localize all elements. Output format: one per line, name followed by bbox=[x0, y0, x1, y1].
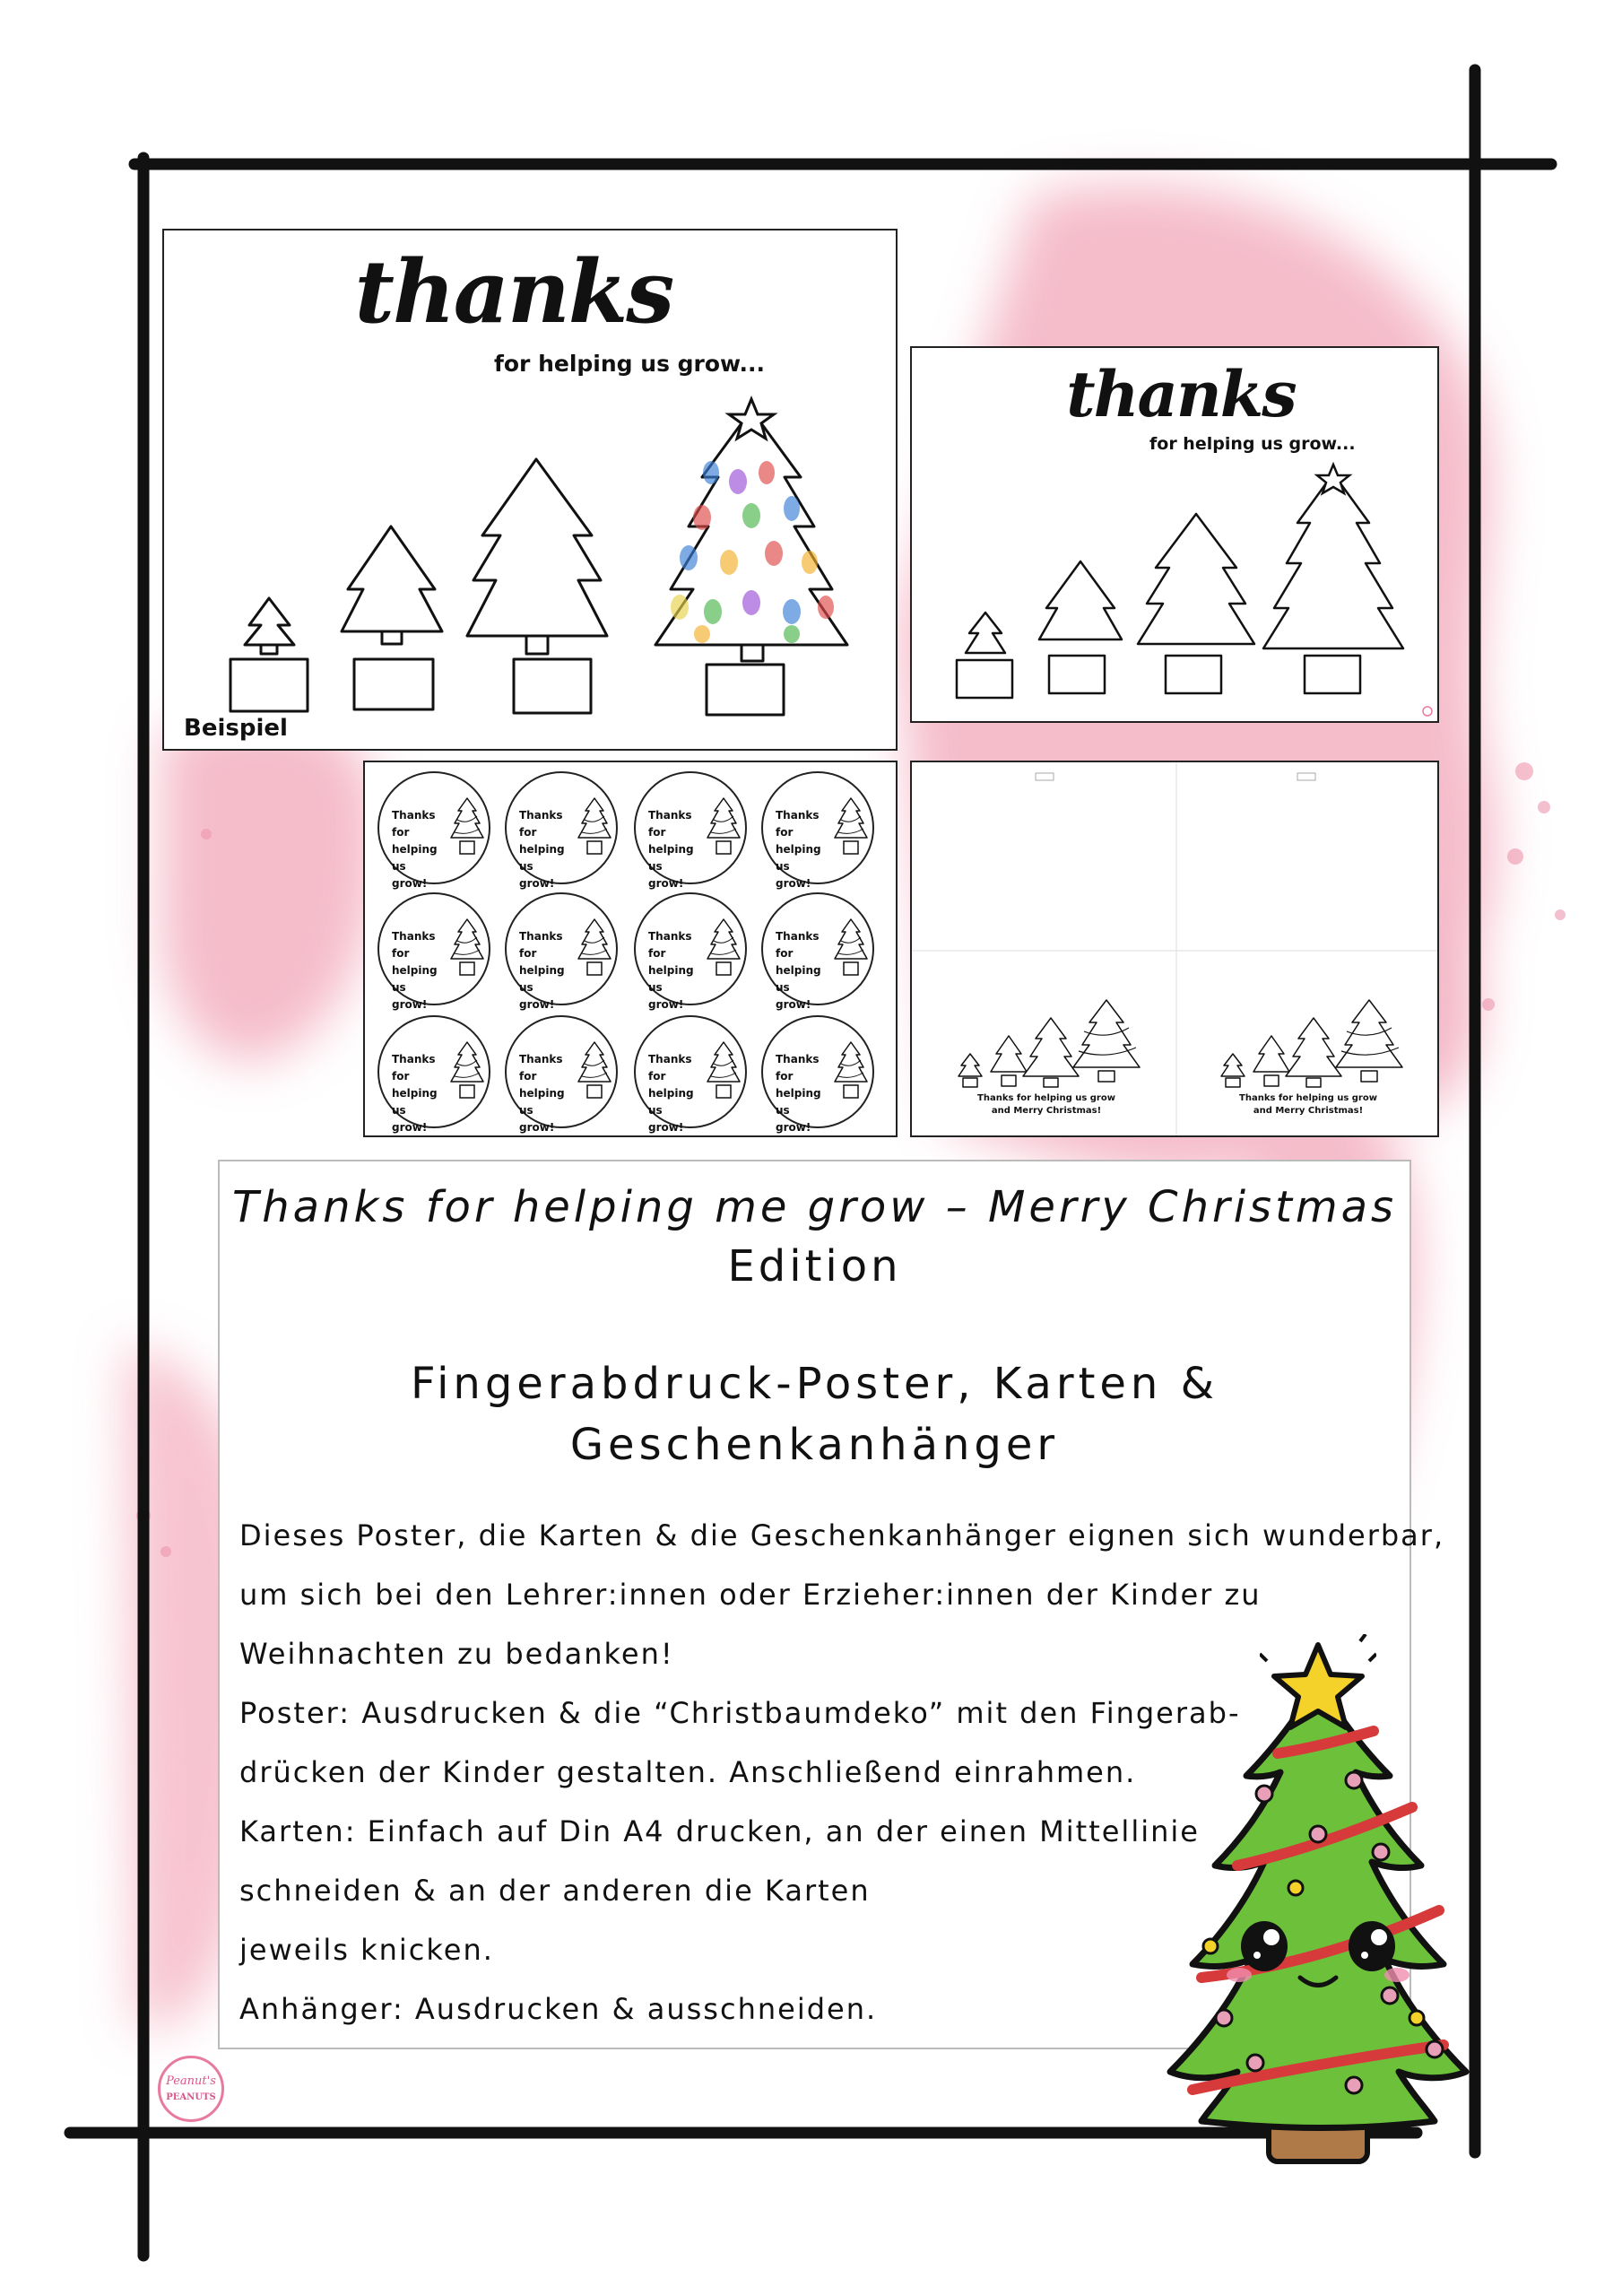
description-line: Dieses Poster, die Karten & die Geschenkanhänger eignen sich wunderbar, bbox=[239, 1518, 1445, 1552]
gift-tag-text: Thanks for helping us grow! bbox=[519, 809, 565, 890]
christmas-tree-icon bbox=[833, 1039, 869, 1109]
gift-tag bbox=[761, 892, 874, 1011]
gift-tag bbox=[377, 771, 490, 890]
gift-tag-text: Thanks for helping us grow! bbox=[776, 1053, 821, 1134]
description-line: jeweils knicken. bbox=[239, 1933, 494, 1967]
cards-layout bbox=[912, 762, 1439, 1137]
poster-example-preview bbox=[162, 229, 898, 751]
gift-tag-text: Thanks for helping us grow! bbox=[776, 930, 821, 1011]
description-subtitle: Fingerabdruck-Poster, Karten & Geschenkanhänger bbox=[410, 1359, 1219, 1470]
gift-tags-preview bbox=[363, 761, 898, 1137]
gift-tag bbox=[634, 1015, 747, 1134]
christmas-tree-icon bbox=[449, 916, 485, 986]
description-line: schneiden & an der anderen die Karten bbox=[239, 1874, 871, 1908]
description-title: Thanks for helping me grow – Merry Christmas bbox=[231, 1182, 1398, 1232]
gift-tag bbox=[761, 1015, 874, 1134]
christmas-tree-icon bbox=[577, 1039, 612, 1109]
poster-blank-preview bbox=[910, 346, 1439, 723]
card-caption-left: Thanks for helping us grow and Merry Christmas! bbox=[977, 1093, 1115, 1116]
star-icon bbox=[1260, 1634, 1376, 1742]
christmas-tree-icon bbox=[449, 1039, 485, 1109]
christmas-tree-icon bbox=[577, 916, 612, 986]
description-line: Poster: Ausdrucken & die “Christbaumdeko” mit den Fingerab- bbox=[239, 1696, 1241, 1730]
christmas-tree-icon bbox=[912, 348, 1439, 723]
christmas-tree-icon bbox=[449, 795, 485, 865]
gift-tag-text: Thanks for helping us grow! bbox=[519, 1053, 565, 1134]
christmas-tree-icon bbox=[164, 230, 898, 751]
gift-tag-text: Thanks for helping us grow! bbox=[648, 809, 694, 890]
description-line: Anhänger: Ausdrucken & ausschneiden. bbox=[239, 1992, 878, 2026]
gift-tag bbox=[505, 1015, 618, 1134]
poster-subtitle: for helping us grow... bbox=[494, 351, 766, 377]
gift-tag-text: Thanks for helping us grow! bbox=[392, 809, 438, 890]
cards-preview bbox=[910, 761, 1439, 1137]
description-line: drücken der Kinder gestalten. Anschließend einrahmen. bbox=[239, 1755, 1137, 1789]
gift-tag-text: Thanks for helping us grow! bbox=[648, 930, 694, 1011]
gift-tag bbox=[377, 1015, 490, 1134]
gift-tag-text: Thanks for helping us grow! bbox=[648, 1053, 694, 1134]
christmas-tree-icon bbox=[577, 795, 612, 865]
gift-tag bbox=[377, 892, 490, 1011]
christmas-tree-icon bbox=[833, 916, 869, 986]
brand-logo: Peanut's PEANUTS bbox=[158, 2056, 224, 2122]
description-line: Weihnachten zu bedanken! bbox=[239, 1637, 674, 1671]
gift-tag-text: Thanks for helping us grow! bbox=[519, 930, 565, 1011]
gift-tag bbox=[505, 771, 618, 890]
gift-tag-text: Thanks for helping us grow! bbox=[392, 1053, 438, 1134]
gift-tag bbox=[761, 771, 874, 890]
gift-tag-text: Thanks for helping us grow! bbox=[392, 930, 438, 1011]
christmas-tree-icon bbox=[706, 795, 742, 865]
poster-subtitle: for helping us grow... bbox=[1149, 434, 1356, 454]
gift-tag bbox=[634, 892, 747, 1011]
example-label: Beispiel bbox=[184, 715, 288, 742]
card-caption-right: Thanks for helping us grow and Merry Christmas! bbox=[1239, 1093, 1377, 1116]
gift-tag-text: Thanks for helping us grow! bbox=[776, 809, 821, 890]
christmas-tree-icon bbox=[706, 916, 742, 986]
description-title-edition: Edition bbox=[727, 1241, 902, 1292]
gift-tag bbox=[505, 892, 618, 1011]
poster-title: thanks bbox=[1066, 357, 1296, 431]
description-line: um sich bei den Lehrer:innen oder Erzieher:innen der Kinder zu bbox=[239, 1578, 1262, 1612]
christmas-tree-icon bbox=[833, 795, 869, 865]
gift-tag bbox=[634, 771, 747, 890]
poster-title: thanks bbox=[354, 241, 673, 343]
description-line: Karten: Einfach auf Din A4 drucken, an der einen Mittellinie bbox=[239, 1814, 1200, 1848]
christmas-tree-icon bbox=[706, 1039, 742, 1109]
